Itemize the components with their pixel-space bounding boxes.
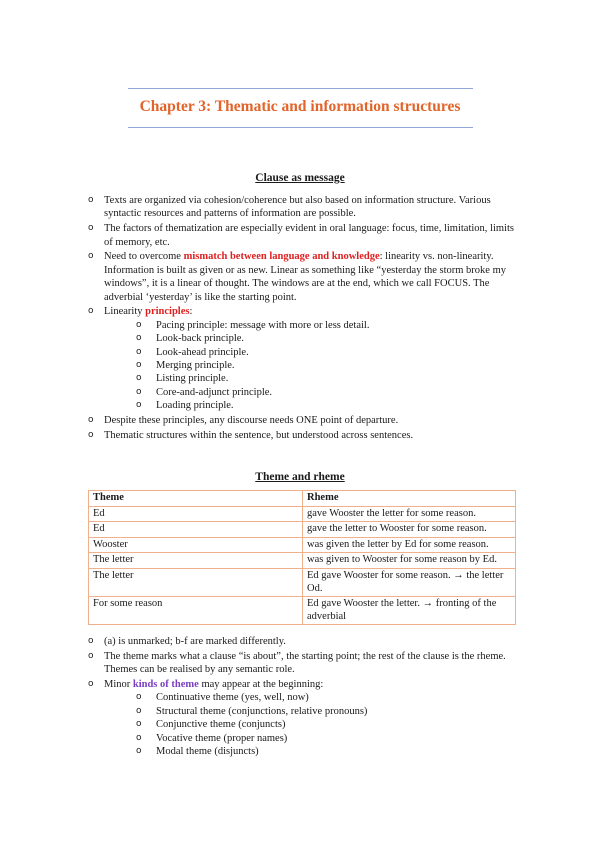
rheme-cell: Ed gave Wooster the letter. → fronting of the adverbial (303, 597, 516, 625)
bullet-marker: o (136, 719, 142, 730)
theme-cell: For some reason (89, 597, 303, 625)
theme-cell: Ed (89, 506, 303, 522)
sublist-item: o Conjunctive theme (conjuncts) (136, 719, 286, 731)
list-item: o The factors of thematization are especially evident in oral language: focus, time, limitation, limits of memory, etc. (88, 223, 514, 248)
theme-bullet-list (88, 635, 516, 760)
bullet-marker: o (88, 195, 94, 205)
bullet-marker: o (136, 333, 142, 344)
table-row (89, 553, 516, 569)
rheme-cell: gave the letter to Wooster for some reason. (303, 522, 516, 538)
list-item: o Minor kinds of theme may appear at the beginning: o Continuative theme (yes, well, now) o Structural theme (conjunctions, relative pronouns) o Conjunctive theme (conjuncts) o Vocative theme (proper names) o Modal theme (disjuncts) (88, 678, 516, 758)
bullet-marker: o (136, 705, 142, 716)
bullet-marker: o (88, 636, 94, 646)
bullet-marker: o (88, 415, 94, 426)
bullet-marker: o (136, 319, 142, 330)
bullet-marker: o (136, 386, 142, 397)
list-item: o The theme marks what a clause “is about”, the starting point; the rest of the clause is the rheme. Themes can be realised by any semantic role. (88, 650, 506, 676)
list-item: o (a) is unmarked; b-f are marked differently. (88, 636, 286, 647)
sublist-item: o Pacing principle: message with more or less detail. (136, 319, 370, 331)
theme-cell: The letter (89, 553, 303, 569)
highlight-mismatch: mismatch between language and knowledge (183, 251, 380, 263)
list-item: o Thematic structures within the sentence, but understood across sentences. (88, 429, 414, 441)
table-row (89, 537, 516, 553)
section-heading-theme-and-rheme: Theme and rheme (255, 471, 345, 483)
rheme-cell: gave Wooster the letter for some reason. (303, 506, 516, 522)
list-item: o Despite these principles, any discourse needs ONE point of departure. (88, 415, 399, 427)
rheme-cell: Ed gave Wooster for some reason. → the letter Od. (303, 568, 516, 596)
theme-cell: Wooster (89, 537, 303, 553)
sublist-item: o Merging principle. (136, 360, 235, 372)
title-rule-top (128, 88, 473, 89)
bullet-marker: o (88, 223, 94, 234)
table-row (89, 597, 516, 625)
bullet-marker: o (136, 373, 142, 384)
bullet-marker: o (88, 251, 94, 262)
bullet-marker: o (136, 346, 142, 357)
sublist-item: o Vocative theme (proper names) (136, 732, 288, 744)
bullet-marker: o (88, 650, 94, 661)
bullet-marker: o (136, 746, 142, 757)
theme-rheme-table (88, 490, 516, 625)
table-row (89, 522, 516, 538)
sublist-item: o Look-ahead principle. (136, 346, 249, 358)
chapter-title: Chapter 3: Thematic and information structures (139, 98, 461, 115)
rheme-cell: was given the letter by Ed for some reason. (303, 537, 516, 553)
highlight-principles: principles (145, 306, 190, 318)
sublist-item: o Continuative theme (yes, well, now) (136, 692, 309, 704)
sublist-item: o Core-and-adjunct principle. (136, 386, 273, 398)
bullet-marker: o (88, 679, 94, 689)
principles-sublist (104, 319, 516, 413)
sublist-item: o Listing principle. (136, 373, 229, 385)
kinds-sublist (104, 691, 516, 758)
list-item: o Need to overcome mismatch between language and knowledge: linearity vs. non-linearity. Information is built as given or as new. Linear as something like “yesterday the storm broke my windows”, it is a linear of thought. The windows are at the end, which we call FOCUS. The adverbial ‘yesterday’ is like the starting point. (88, 251, 507, 303)
list-item: o Linearity principles: o Pacing principle: message with more or less detail. o Look-back principle. o Look-ahead principle. o Merging principle. o Listing principle. o Core-and-adjunct principle. o Loading principle. (88, 305, 516, 412)
bullet-marker: o (136, 400, 142, 411)
sublist-item: o Modal theme (disjuncts) (136, 746, 259, 758)
table-header-row (89, 491, 516, 507)
table-row (89, 568, 516, 596)
bullet-marker: o (136, 732, 142, 743)
table-row (89, 506, 516, 522)
title-rule-bottom (128, 127, 473, 128)
list-item: o Texts are organized via cohesion/coherence but also based on information structure. Various syntactic resources and patterns of information are possible. (88, 195, 491, 220)
bullet-marker: o (88, 306, 94, 317)
rheme-cell: was given to Wooster for some reason by Ed. (303, 553, 516, 569)
section-heading-clause-as-message: Clause as message (255, 172, 345, 184)
column-header-theme: Theme (89, 491, 303, 507)
bullet-marker: o (136, 360, 142, 371)
sublist-item: o Loading principle. (136, 400, 234, 412)
sublist-item: o Look-back principle. (136, 333, 245, 345)
bullet-marker: o (88, 429, 94, 440)
sublist-item: o Structural theme (conjunctions, relative pronouns) (136, 705, 368, 717)
bullet-marker: o (136, 692, 142, 703)
clause-bullet-list (88, 194, 516, 444)
theme-cell: Ed (89, 522, 303, 538)
theme-cell: The letter (89, 568, 303, 596)
column-header-rheme: Rheme (303, 491, 516, 507)
highlight-kinds-of-theme: kinds of theme (132, 679, 199, 690)
